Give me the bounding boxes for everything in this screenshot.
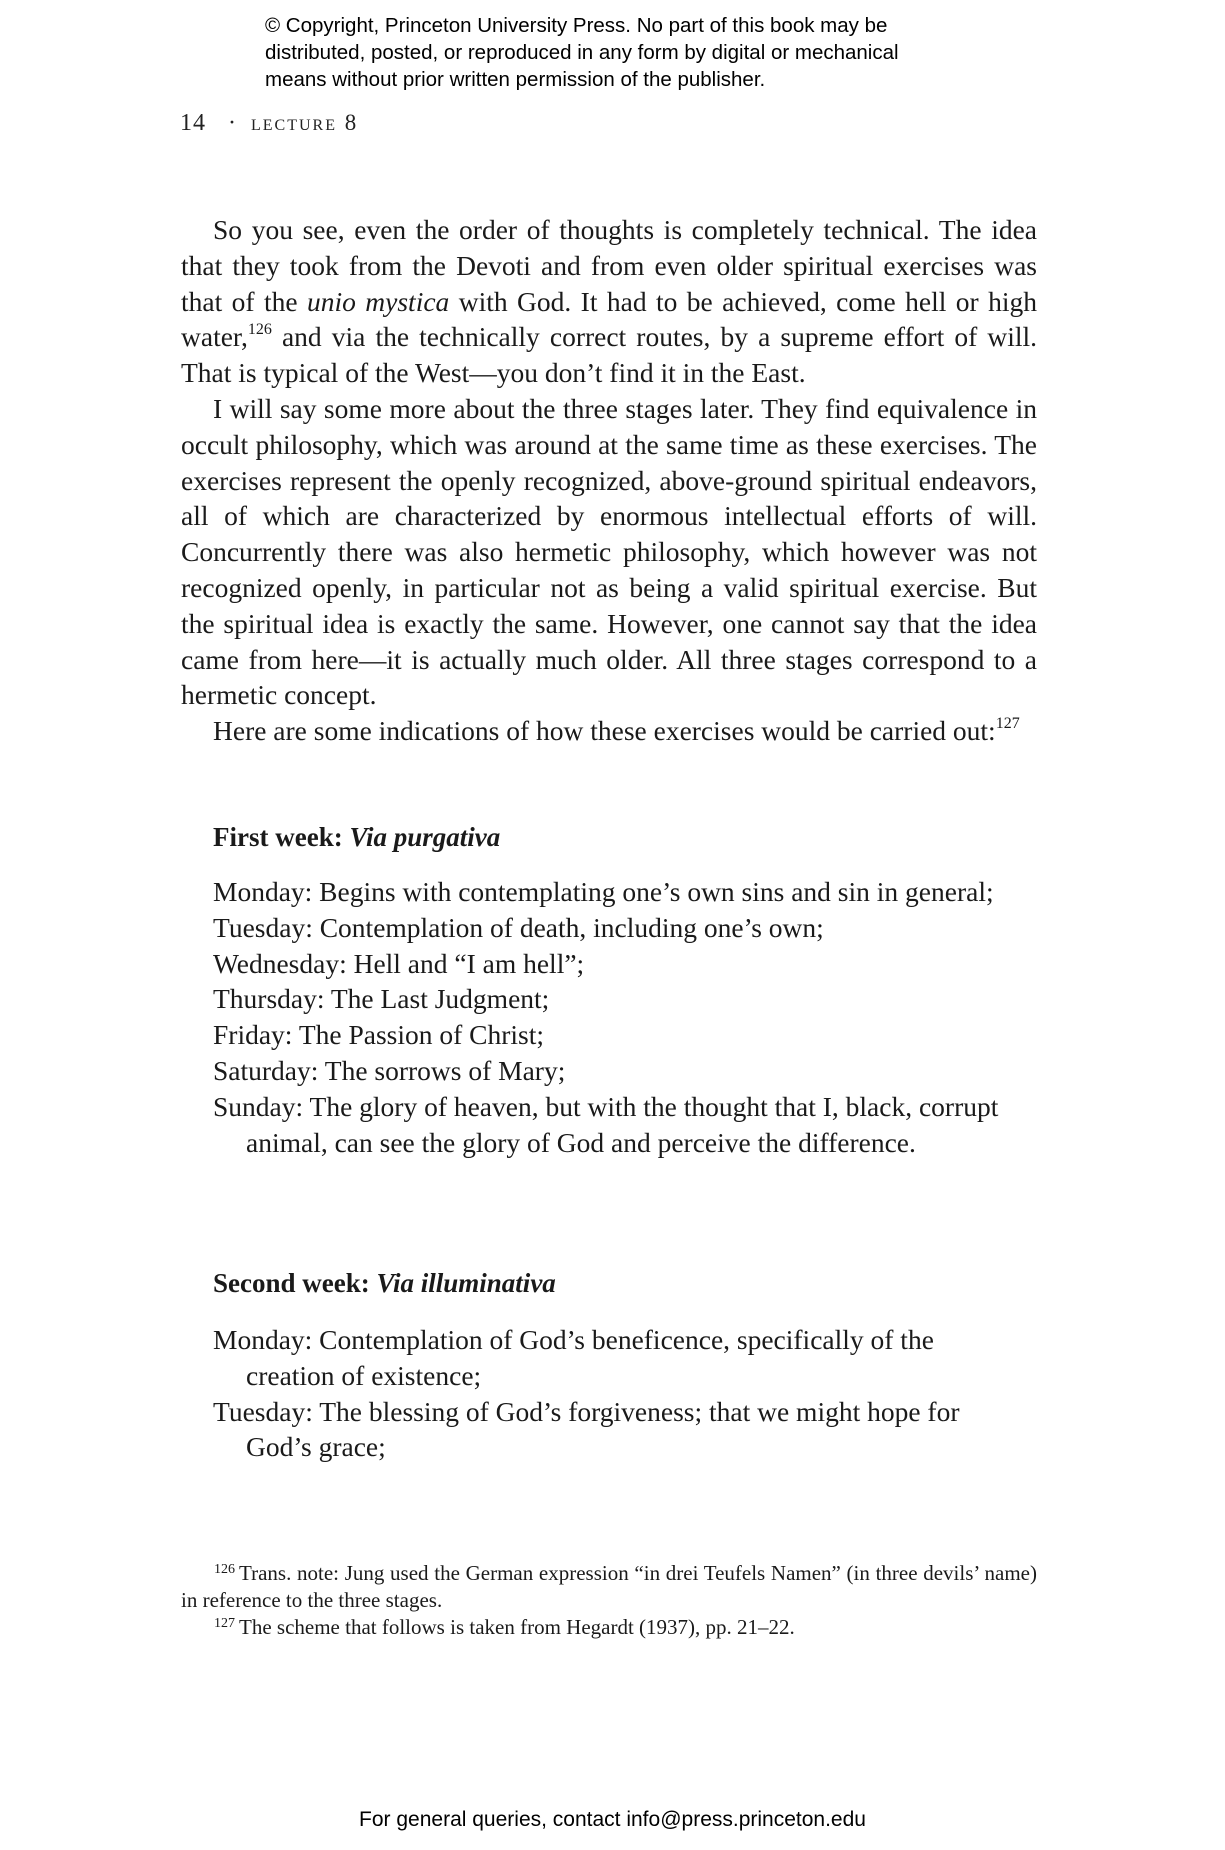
week-title: Via illuminativa — [376, 1268, 556, 1298]
footnote — [181, 1614, 1037, 1641]
header-separator: · — [228, 110, 237, 136]
main-text — [181, 212, 1037, 749]
list-item: Wednesday: Hell and “I am hell”; — [213, 947, 585, 979]
list-item: Monday: Contemplation of God’s beneficence, specifically of the creation of existence; — [213, 1324, 934, 1391]
footnote-ref: 127 — [995, 715, 1020, 733]
running-title: lecture 8 — [251, 110, 359, 135]
day-list — [213, 1322, 1013, 1465]
week-title: Via purgativa — [349, 822, 501, 852]
week-label: Second week: — [213, 1268, 370, 1298]
paragraph — [181, 212, 1037, 391]
list-item: Friday: The Passion of Christ; — [213, 1019, 545, 1051]
list-item: Sunday: The glory of heaven, but with the thought that I, black, corrupt animal, can see the glory of God and perceive the difference. — [213, 1090, 999, 1158]
list-item: Tuesday: Contemplation of death, including one’s own; — [213, 911, 824, 943]
footnote-number: 127 — [214, 1616, 235, 1631]
copyright-line: distributed, posted, or reproduced in any form by digital or mechanical — [265, 41, 899, 64]
copyright-line: © Copyright, Princeton University Press. No part of this book may be — [265, 14, 888, 37]
week-heading — [213, 822, 500, 853]
copyright-notice — [265, 12, 1025, 93]
text-run: and via the technically correct routes, by a supreme effort of will. That is typical of the West—you don’t find it in the East. — [181, 321, 1037, 389]
list-item: Thursday: The Last Judgment; — [213, 983, 550, 1015]
running-head — [180, 110, 358, 137]
footnote-ref: 126 — [247, 321, 272, 339]
footnote-number: 126 — [214, 1562, 235, 1577]
italic-term: unio mystica — [306, 285, 450, 317]
paragraph: I will say some more about the three stages later. They find equivalence in occult philosophy, which was around at the same time as these exercises. The exercises represent the openly recognized, above-ground spiritual endeavors, all of which are characterized by enormous intellectual efforts of will. Concurrently there was also hermetic philosophy, which however was not recognized openly, in particular not as being a valid spiritual exercise. But the spiritual idea is exactly the same. However, one cannot say that the idea came from here—it is actually much older. All three stages correspond to a hermetic concept. — [181, 392, 1037, 711]
footnote-text: Trans. note: Jung used the German expression “in drei Teufels Namen” (in three devils’ name) in reference to the three stages. — [181, 1561, 1037, 1612]
text-run: So you see, even the order of thoughts is completely technical. The idea that they took from the Devoti and from even older spiritual exercises was that of the — [181, 214, 1037, 317]
list-item: Monday: Begins with contemplating one’s own sins and sin in general; — [213, 876, 994, 907]
page-number: 14 — [180, 110, 206, 136]
footnotes — [181, 1560, 1037, 1641]
contact-footer: For general queries, contact info@press.princeton.edu — [359, 1808, 866, 1831]
text-run: with God. It had to be achieved, come hell or high water, — [181, 285, 1037, 353]
list-item: Tuesday: The blessing of God’s forgiveness; that we might hope for God’s grace; — [213, 1395, 960, 1463]
week-heading — [213, 1268, 556, 1299]
list-item: Saturday: The sorrows of Mary; — [213, 1054, 566, 1086]
footnote-text: The scheme that follows is taken from Hegardt (1937), pp. 21–22. — [239, 1615, 795, 1639]
footnote — [181, 1560, 1037, 1614]
day-list — [213, 874, 1013, 1160]
copyright-line: means without prior written permission of the publisher. — [265, 68, 766, 91]
paragraph — [181, 713, 1037, 749]
text-run: Here are some indications of how these exercises would be carried out: — [213, 715, 996, 747]
week-label: First week: — [213, 822, 343, 852]
